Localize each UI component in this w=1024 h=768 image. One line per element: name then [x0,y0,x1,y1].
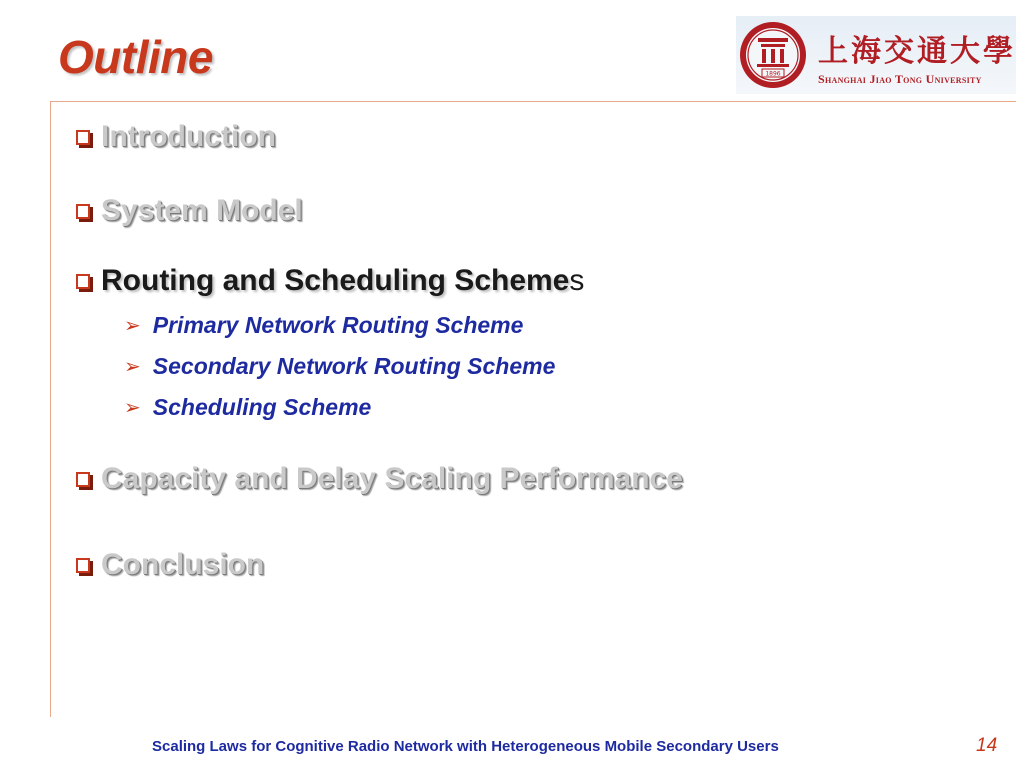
outline-item-label: Conclusion [101,548,265,581]
checkbox-bullet-icon [76,472,90,487]
checkbox-bullet-icon [76,558,90,573]
slide-title: Outline [58,31,213,83]
header-divider [50,101,1016,102]
slide-footer: Scaling Laws for Cognitive Radio Network with Heterogeneous Mobile Secondary Users [152,738,779,755]
arrow-bullet-icon: ➢ [124,355,141,378]
outline-item-label-suffix: s [569,264,585,297]
checkbox-bullet-icon [76,204,90,219]
outline-item-capacity-delay [76,462,683,496]
page-number: 14 [976,735,998,756]
outline-item-routing-scheduling [76,264,584,298]
outline-item-active-label [101,264,584,298]
arrow-bullet-icon: ➢ [124,396,141,419]
sub-item-label: Scheduling Scheme [152,394,372,420]
arrow-bullet-icon: ➢ [124,314,141,337]
logo-english-name: Shanghai Jiao Tong University [818,72,982,86]
seal-year: 1896 [765,70,781,78]
outline-item-label: System Model [101,194,303,227]
sub-item [124,353,555,380]
outline-item-label: Introduction [101,120,276,153]
sub-item-label: Primary Network Routing Scheme [152,312,524,338]
outline-item-label: Capacity and Delay Scaling Performance [101,462,683,495]
university-seal-icon [738,20,808,90]
sub-item [124,394,371,421]
outline-item-system-model [76,194,303,228]
checkbox-bullet-icon [76,130,90,145]
university-logo [736,16,1016,94]
outline-item-introduction [76,120,276,154]
logo-chinese-name: 上海交通大學 [818,34,1016,69]
checkbox-bullet-icon [76,274,90,289]
sub-item-label: Secondary Network Routing Scheme [152,353,556,379]
sub-item [124,312,523,339]
outline-item-conclusion [76,548,264,582]
outline-item-label: Routing and Scheduling Scheme [101,264,570,297]
left-divider [50,101,51,717]
